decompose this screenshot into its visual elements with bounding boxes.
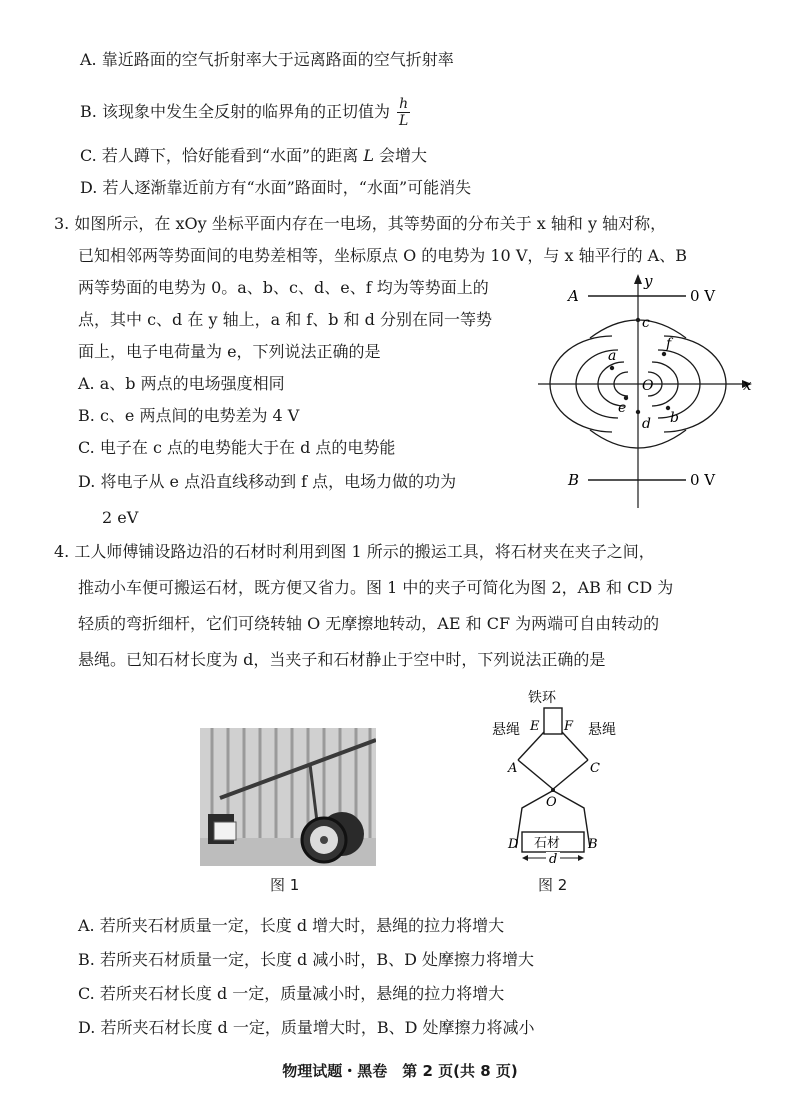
point-a [610, 366, 614, 370]
label-D: D [508, 837, 519, 852]
label-iron-ring: 铁环 [528, 690, 556, 706]
point-c [636, 318, 640, 322]
label-O: O [642, 378, 654, 394]
rope-AE [518, 732, 544, 760]
label-pot-b: 0 V [690, 471, 716, 489]
label-rope-right: 悬绳 [588, 722, 616, 738]
label-B: B [568, 471, 580, 489]
q2-option-b-text: 该现象中发生全反射的临界角的正切值为 [101, 102, 390, 121]
q3-number: 3. [54, 214, 70, 233]
q3-option-a [78, 374, 285, 394]
q4-line-4: 悬绳。已知石材长度为 d，当夹子和石材静止于空中时，下列说法正确的是 [78, 650, 606, 669]
label-x: x [743, 376, 752, 394]
fig2-caption: 图 2 [538, 876, 568, 894]
label-b: b [670, 410, 679, 426]
fig1-caption: 图 1 [270, 876, 300, 894]
q3-option-a-text: a、b 两点的电场强度相同 [99, 374, 285, 393]
label-pot-a: 0 V [690, 287, 716, 305]
q3-option-a-label: A. [78, 374, 95, 393]
label-E: E [530, 719, 540, 734]
label-e: e [618, 400, 627, 416]
q4-option-c-text: 若所夹石材长度 d 一定，质量减小时，悬绳的拉力将增大 [99, 984, 505, 1003]
q3-equipotential-diagram [530, 272, 760, 512]
q4-number: 4. [54, 542, 70, 561]
q3-option-d-text: 将电子从 e 点沿直线移动到 f 点，电场力做的功为 [100, 472, 457, 491]
fraction-denominator: L [399, 113, 409, 129]
fraction-numerator: h [397, 96, 410, 113]
q4-option-d-label: D. [78, 1018, 96, 1037]
label-f: f [666, 336, 672, 352]
q2-option-d-text: 若人逐渐靠近前方有“水面”路面时，“水面”可能消失 [102, 178, 472, 197]
q2-option-b-fraction [397, 96, 410, 129]
q4-line-1 [54, 542, 655, 562]
q3-line-1 [54, 214, 666, 234]
q2-option-d [80, 178, 471, 198]
q3-line-3: 两等势面的电势为 0。a、b、c、d、e、f 均为等势面上的 [78, 278, 489, 297]
q3-option-d-continued: 2 eV [102, 508, 139, 527]
rod-A-to-O [518, 760, 554, 790]
point-f [662, 352, 666, 356]
q4-option-a-text: 若所夹石材质量一定，长度 d 增大时，悬绳的拉力将增大 [99, 916, 505, 935]
q4-option-c-label: C. [78, 984, 95, 1003]
cart-wheel-center [320, 836, 328, 844]
q4-option-b-label: B. [78, 950, 95, 969]
q4-line-3: 轻质的弯折细杆，它们可绕转轴 O 无摩擦地转动，AE 和 CF 为两端可自由转动的 [78, 614, 660, 633]
fig1-cart-drawing [200, 728, 376, 866]
y-axis-arrow [634, 274, 642, 284]
q4-option-c [78, 984, 504, 1004]
q2-option-c-text-pre: 若人蹲下，恰好能看到“水面”的距离 [101, 146, 364, 165]
label-A: A [508, 761, 518, 776]
q2-option-c-var: L [363, 146, 374, 165]
label-C: C [590, 761, 600, 776]
rope-CF [562, 732, 588, 760]
q3-line-5: 面上，电子电荷量为 e，下列说法正确的是 [78, 342, 381, 361]
label-y: y [644, 272, 653, 290]
q4-option-b-text: 若所夹石材质量一定，长度 d 减小时，B、D 处摩擦力将增大 [99, 950, 535, 969]
q2-option-a-label: A. [80, 50, 97, 69]
q3-line-2: 已知相邻两等势面间的电势差相等，坐标原点 O 的电势为 10 V，与 x 轴平行的 A、B [78, 246, 687, 265]
q4-option-a [78, 916, 504, 936]
pivot-O [551, 788, 555, 792]
label-F: F [564, 719, 574, 734]
iron-ring [544, 708, 562, 734]
q2-option-c-label: C. [80, 146, 97, 165]
q3-option-c-text: 电子在 c 点的电势能大于在 d 点的电势能 [99, 438, 396, 457]
q3-option-d [78, 472, 456, 492]
q3-option-b-text: c、e 两点间的电势差为 4 V [99, 406, 300, 425]
label-d: d [549, 852, 558, 866]
q3-option-b-label: B. [78, 406, 95, 425]
label-A: A [568, 287, 579, 305]
q4-line-2: 推动小车便可搬运石材，既方便又省力。图 1 中的夹子可简化为图 2，AB 和 CD 为 [78, 578, 674, 597]
q2-option-b-label: B. [80, 102, 97, 121]
q3-text-1: 如图所示，在 xOy 坐标平面内存在一电场，其等势面的分布关于 x 轴和 y 轴对称， [74, 214, 667, 233]
q2-option-b [80, 92, 410, 132]
label-c: c [642, 315, 650, 331]
label-d: d [642, 416, 651, 432]
dimension-arrow-left [522, 855, 528, 861]
q3-line-4: 点，其中 c、d 在 y 轴上，a 和 f、b 和 d 分别在同一等势 [78, 310, 492, 329]
q3-option-c-label: C. [78, 438, 95, 457]
q4-option-b [78, 950, 534, 970]
point-d [636, 410, 640, 414]
label-rope-left: 悬绳 [492, 722, 520, 738]
label-a: a [608, 348, 617, 364]
label-O: O [546, 795, 557, 810]
fig1-photo [200, 728, 376, 866]
q4-option-d [78, 1018, 535, 1038]
q2-option-d-label: D. [80, 178, 98, 197]
label-B: B [588, 837, 598, 852]
dimension-arrow-right [578, 855, 584, 861]
q4-text-1: 工人师傅铺设路边沿的石材时利用到图 1 所示的搬运工具，将石材夹在夹子之间， [74, 542, 655, 561]
q2-option-c-text-post: 会增大 [373, 146, 428, 165]
fig2-clamp-diagram [488, 686, 628, 866]
label-stone: 石材 [534, 836, 561, 851]
q2-option-c [80, 146, 427, 166]
q3-option-d-label: D. [78, 472, 96, 491]
q4-option-a-label: A. [78, 916, 95, 935]
q2-option-a [80, 50, 454, 70]
q3-option-c [78, 438, 395, 458]
q2-option-a-text: 靠近路面的空气折射率大于远离路面的空气折射率 [101, 50, 454, 69]
q3-option-b [78, 406, 299, 426]
q4-option-d-text: 若所夹石材长度 d 一定，质量增大时，B、D 处摩擦力将减小 [100, 1018, 535, 1037]
rod-C-to-O [552, 760, 588, 790]
page-footer: 物理试题・黑卷 第 2 页(共 8 页) [282, 1062, 518, 1080]
stone-block [214, 822, 236, 840]
